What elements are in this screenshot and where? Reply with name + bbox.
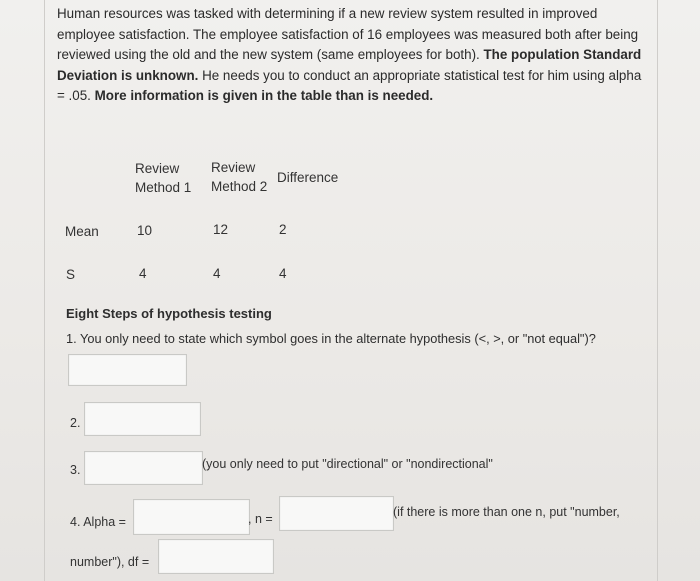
question-text [57,4,642,107]
step-3-note: (you only need to put "directional" or "nondirectional" [202,457,493,471]
question-part-4: More information is given in the table than is needed. [94,88,434,103]
col-header-method-1-line1: Review [135,161,180,176]
step-2-answer-input[interactable] [84,402,201,436]
cell-mean-method-1: 10 [137,223,153,238]
cell-mean-difference: 2 [279,222,287,237]
step-1-question: 1. You only need to state which symbol goes in the alternate hypothesis (<, >, or "not equal")? [66,331,596,346]
n-label: , n = [248,512,273,526]
n-note: (if there is more than one n, put "number, [393,505,620,519]
row-label-mean: Mean [65,224,99,239]
n-input[interactable] [279,496,394,531]
step-3-answer-input[interactable] [84,451,203,485]
col-header-method-1 [135,159,191,197]
step-2-label: 2. [70,416,81,430]
row-label-s: S [66,267,76,282]
cell-mean-method-2: 12 [213,222,229,237]
question-part-1: Human resources was tasked with determining if a new review system resulted in improved employee satisfaction. The employee satisfaction of 16 employees was measured both after being reviewed using the old and the new system (same employees for both). [57,6,639,62]
step-4-alpha-label: 4. Alpha = [70,515,126,529]
steps-heading: Eight Steps of hypothesis testing [66,306,272,321]
col-header-method-2 [211,158,267,196]
col-header-method-2-line2: Method 2 [211,179,268,194]
df-input[interactable] [158,539,274,574]
alpha-input[interactable] [133,499,250,535]
col-header-method-1-line2: Method 1 [135,180,192,195]
step-3-label: 3. [70,463,81,477]
col-header-method-2-line1: Review [211,160,256,175]
col-header-difference: Difference [277,170,339,185]
step-1-answer-input[interactable] [68,354,187,386]
question-part-3: He needs you to conduct an appropriate statistical test for him using alpha = .05. [57,67,642,103]
cell-s-difference: 4 [279,266,287,281]
question-part-2: The population Standard Deviation is unknown. [57,47,642,83]
cell-s-method-2: 4 [213,266,221,281]
df-label: number"), df = [70,555,150,569]
cell-s-method-1: 4 [139,266,147,281]
